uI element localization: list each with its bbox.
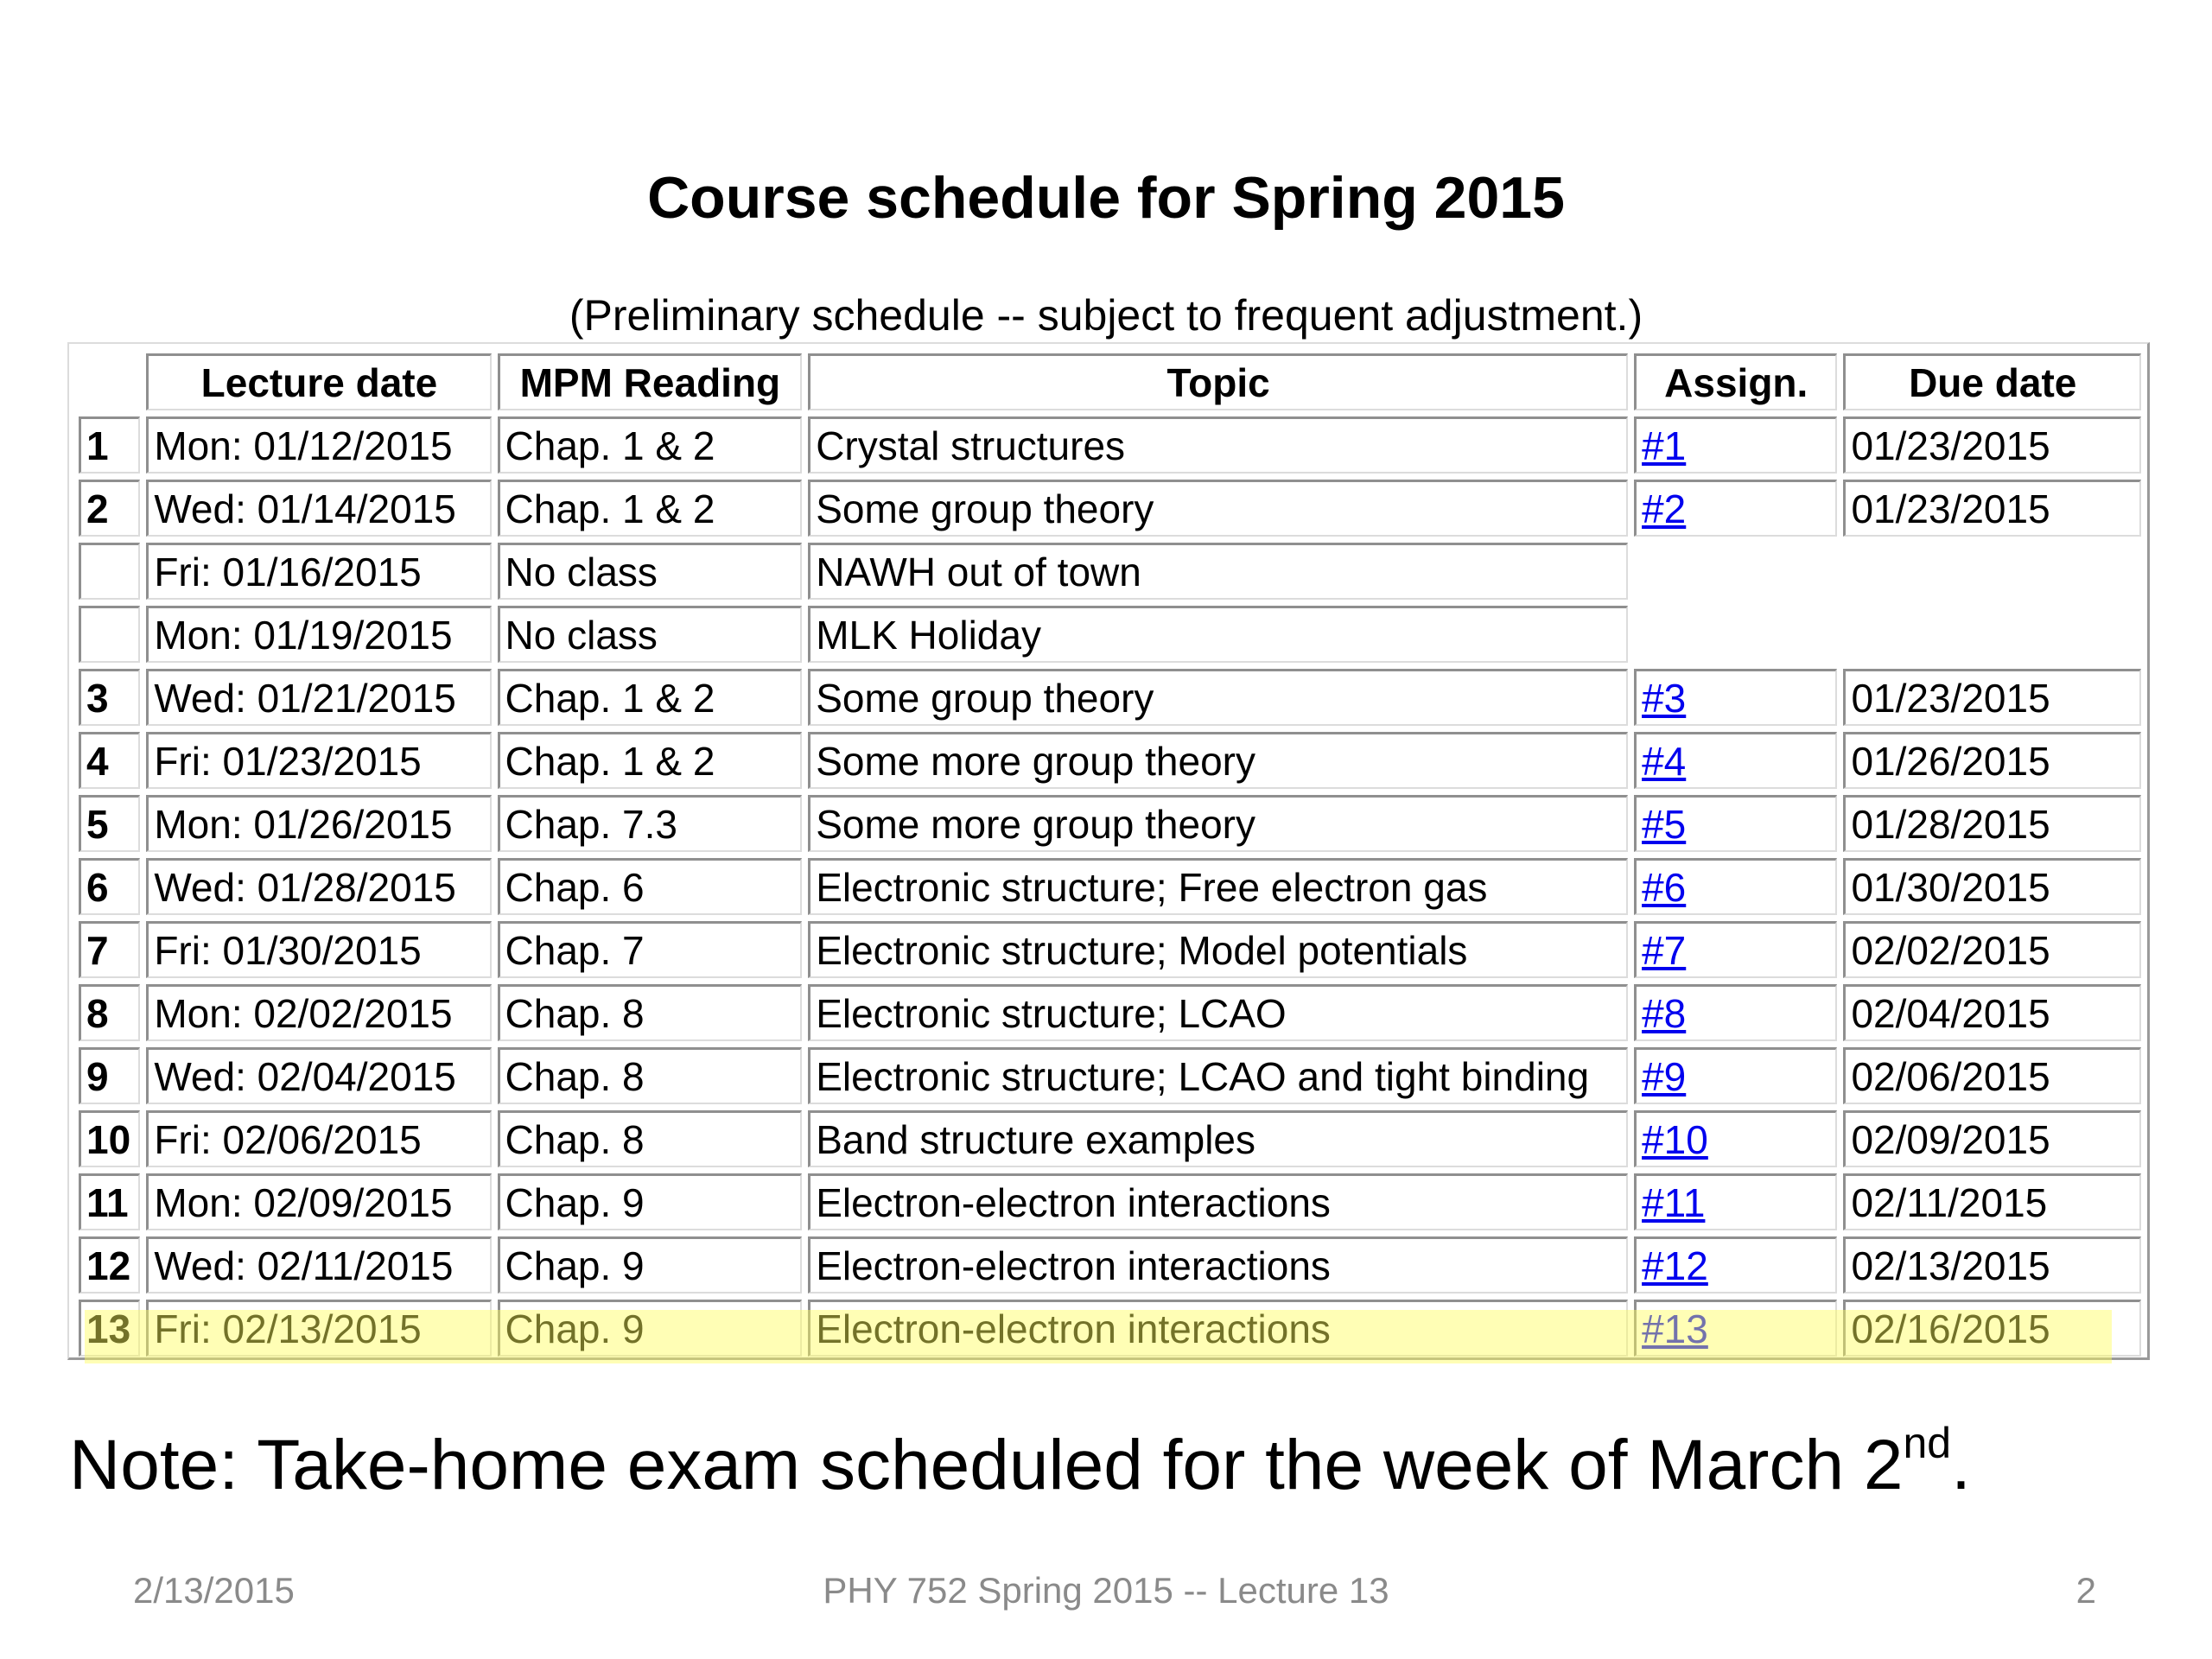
due-date-cell: 02/06/2015	[1843, 1047, 2141, 1104]
table-row	[79, 921, 2141, 978]
reading-cell: Chap. 1 & 2	[498, 416, 803, 474]
due-date-cell: 02/11/2015	[1843, 1173, 2141, 1230]
due-date-cell: 02/04/2015	[1843, 984, 2141, 1041]
row-number	[79, 606, 140, 663]
header-assign: Assign.	[1634, 353, 1837, 410]
lecture-date-cell: Fri: 02/13/2015	[146, 1300, 491, 1357]
assignment-link[interactable]: #4	[1642, 738, 1687, 784]
topic-cell: MLK Holiday	[808, 606, 1628, 663]
reading-cell: Chap. 7	[498, 921, 803, 978]
empty-cell	[1634, 606, 1837, 663]
lecture-date-cell: Mon: 02/02/2015	[146, 984, 491, 1041]
empty-cell	[1843, 543, 2141, 600]
topic-cell: Electronic structure; Model potentials	[808, 921, 1628, 978]
reading-cell: Chap. 7.3	[498, 795, 803, 852]
assignment-link[interactable]: #2	[1642, 486, 1687, 531]
assignment-cell	[1634, 732, 1837, 789]
topic-cell: Electronic structure; LCAO and tight binding	[808, 1047, 1628, 1104]
assignment-link[interactable]: #1	[1642, 423, 1687, 468]
exam-note	[69, 1418, 1971, 1507]
table-row	[79, 543, 2141, 600]
reading-cell: Chap. 1 & 2	[498, 669, 803, 726]
lecture-date-cell: Fri: 01/16/2015	[146, 543, 491, 600]
topic-cell: Some group theory	[808, 669, 1628, 726]
topic-cell: Some group theory	[808, 480, 1628, 537]
topic-cell: Band structure examples	[808, 1110, 1628, 1167]
table-row	[79, 416, 2141, 474]
note-text: Note: Take-home exam scheduled for the week of March 2	[69, 1426, 1904, 1504]
table-row	[79, 1047, 2141, 1104]
page-title: Course schedule for Spring 2015	[647, 165, 1565, 231]
due-date-cell: 01/26/2015	[1843, 732, 2141, 789]
assignment-link[interactable]: #9	[1642, 1053, 1687, 1099]
lecture-date-cell: Wed: 01/21/2015	[146, 669, 491, 726]
assignment-link[interactable]: #10	[1642, 1116, 1708, 1162]
due-date-cell: 02/16/2015	[1843, 1300, 2141, 1357]
page-subtitle: (Preliminary schedule -- subject to frequent adjustment.)	[569, 291, 1643, 340]
assignment-link[interactable]: #3	[1642, 675, 1687, 721]
assignment-cell	[1634, 795, 1837, 852]
empty-cell	[1843, 606, 2141, 663]
assignment-link[interactable]: #13	[1642, 1306, 1708, 1351]
assignment-link[interactable]: #11	[1642, 1179, 1706, 1225]
topic-cell: Electronic structure; Free electron gas	[808, 858, 1628, 915]
header-topic: Topic	[808, 353, 1628, 410]
assignment-cell	[1634, 1300, 1837, 1357]
lecture-date-cell: Mon: 01/26/2015	[146, 795, 491, 852]
due-date-cell: 01/30/2015	[1843, 858, 2141, 915]
table-row	[79, 1110, 2141, 1167]
reading-cell: Chap. 9	[498, 1173, 803, 1230]
row-number: 3	[79, 669, 140, 726]
topic-cell: Electron-electron interactions	[808, 1236, 1628, 1294]
assignment-link[interactable]: #6	[1642, 864, 1687, 910]
lecture-date-cell: Mon: 02/09/2015	[146, 1173, 491, 1230]
lecture-date-cell: Wed: 01/14/2015	[146, 480, 491, 537]
assignment-cell	[1634, 480, 1837, 537]
table-row	[79, 732, 2141, 789]
row-number	[79, 543, 140, 600]
assignment-cell	[1634, 1047, 1837, 1104]
row-number: 12	[79, 1236, 140, 1294]
row-number: 6	[79, 858, 140, 915]
reading-cell: Chap. 8	[498, 1110, 803, 1167]
topic-cell: Electron-electron interactions	[808, 1300, 1628, 1357]
reading-cell: No class	[498, 543, 803, 600]
table-row	[79, 858, 2141, 915]
assignment-cell	[1634, 921, 1837, 978]
topic-cell: Electronic structure; LCAO	[808, 984, 1628, 1041]
header-num	[79, 353, 140, 410]
assignment-cell	[1634, 984, 1837, 1041]
reading-cell: Chap. 1 & 2	[498, 480, 803, 537]
schedule-table	[73, 347, 2147, 1363]
header-mpm-reading: MPM Reading	[498, 353, 803, 410]
due-date-cell: 02/02/2015	[1843, 921, 2141, 978]
lecture-date-cell: Wed: 02/04/2015	[146, 1047, 491, 1104]
lecture-date-cell: Wed: 02/11/2015	[146, 1236, 491, 1294]
reading-cell: No class	[498, 606, 803, 663]
row-number: 2	[79, 480, 140, 537]
table-row	[79, 1300, 2141, 1357]
row-number: 13	[79, 1300, 140, 1357]
header-due-date: Due date	[1843, 353, 2141, 410]
table-header-row	[79, 353, 2141, 410]
footer-page-number: 2	[2075, 1570, 2096, 1611]
empty-cell	[1634, 543, 1837, 600]
schedule-body	[79, 416, 2141, 1357]
reading-cell: Chap. 1 & 2	[498, 732, 803, 789]
topic-cell: Some more group theory	[808, 732, 1628, 789]
assignment-link[interactable]: #8	[1642, 990, 1687, 1036]
assignment-cell	[1634, 1236, 1837, 1294]
row-number: 5	[79, 795, 140, 852]
row-number: 10	[79, 1110, 140, 1167]
note-superscript: nd	[1903, 1418, 1952, 1467]
due-date-cell: 02/09/2015	[1843, 1110, 2141, 1167]
note-suffix: .	[1951, 1426, 1971, 1504]
due-date-cell: 01/23/2015	[1843, 416, 2141, 474]
topic-cell: Crystal structures	[808, 416, 1628, 474]
reading-cell: Chap. 8	[498, 1047, 803, 1104]
footer-course: PHY 752 Spring 2015 -- Lecture 13	[823, 1570, 1389, 1611]
row-number: 1	[79, 416, 140, 474]
lecture-date-cell: Wed: 01/28/2015	[146, 858, 491, 915]
assignment-cell	[1634, 669, 1837, 726]
due-date-cell: 02/13/2015	[1843, 1236, 2141, 1294]
reading-cell: Chap. 9	[498, 1300, 803, 1357]
footer-date: 2/13/2015	[133, 1570, 295, 1611]
row-number: 7	[79, 921, 140, 978]
table-row	[79, 480, 2141, 537]
topic-cell: Electron-electron interactions	[808, 1173, 1628, 1230]
row-number: 9	[79, 1047, 140, 1104]
schedule-table-frame	[67, 342, 2150, 1360]
table-row	[79, 984, 2141, 1041]
assignment-cell	[1634, 1173, 1837, 1230]
reading-cell: Chap. 6	[498, 858, 803, 915]
row-number: 8	[79, 984, 140, 1041]
row-number: 4	[79, 732, 140, 789]
lecture-date-cell: Fri: 01/23/2015	[146, 732, 491, 789]
due-date-cell: 01/28/2015	[1843, 795, 2141, 852]
table-row	[79, 1236, 2141, 1294]
table-row	[79, 669, 2141, 726]
reading-cell: Chap. 8	[498, 984, 803, 1041]
assignment-cell	[1634, 1110, 1837, 1167]
table-row	[79, 1173, 2141, 1230]
table-row	[79, 795, 2141, 852]
reading-cell: Chap. 9	[498, 1236, 803, 1294]
assignment-link[interactable]: #12	[1642, 1243, 1708, 1288]
assignment-link[interactable]: #7	[1642, 927, 1687, 973]
row-number: 11	[79, 1173, 140, 1230]
due-date-cell: 01/23/2015	[1843, 669, 2141, 726]
due-date-cell: 01/23/2015	[1843, 480, 2141, 537]
table-row	[79, 606, 2141, 663]
topic-cell: NAWH out of town	[808, 543, 1628, 600]
lecture-date-cell: Mon: 01/19/2015	[146, 606, 491, 663]
header-lecture-date: Lecture date	[146, 353, 491, 410]
topic-cell: Some more group theory	[808, 795, 1628, 852]
lecture-date-cell: Mon: 01/12/2015	[146, 416, 491, 474]
lecture-date-cell: Fri: 01/30/2015	[146, 921, 491, 978]
assignment-link[interactable]: #5	[1642, 801, 1687, 847]
assignment-cell	[1634, 858, 1837, 915]
assignment-cell	[1634, 416, 1837, 474]
lecture-date-cell: Fri: 02/06/2015	[146, 1110, 491, 1167]
